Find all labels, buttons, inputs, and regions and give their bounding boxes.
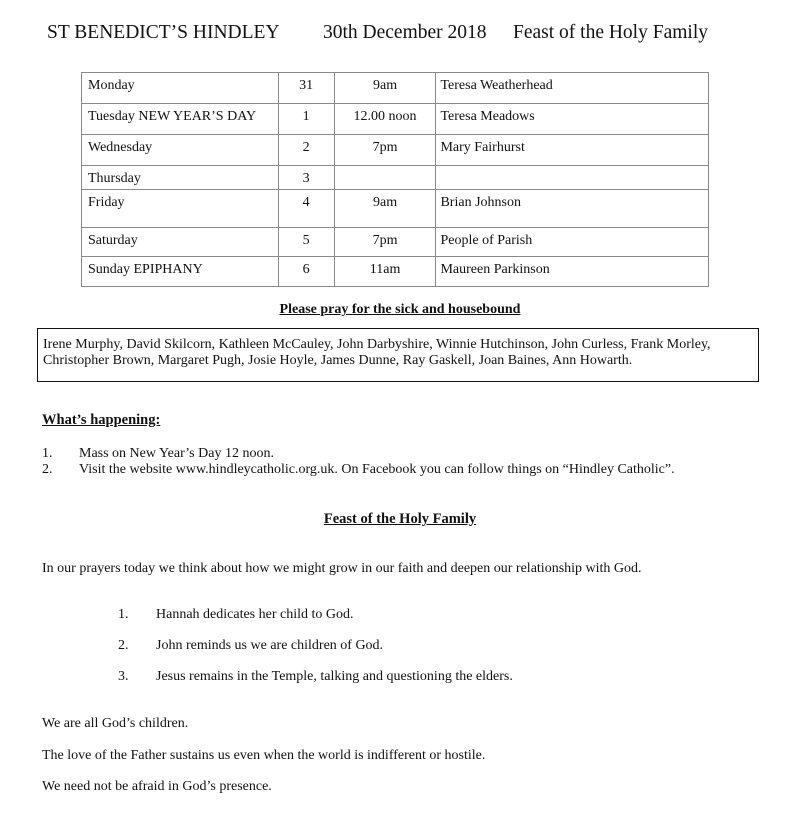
happening-heading: What’s happening: [42,412,161,428]
table-row [82,73,709,104]
date-cell: 5 [278,228,334,257]
date-cell: 3 [278,166,334,190]
feast-heading: Feast of the Holy Family [323,511,477,527]
date-cell: 1 [278,104,334,135]
parish-name: ST BENEDICT’S HINDLEY [47,22,280,43]
mass-schedule-table [81,72,709,287]
time-cell [334,166,436,190]
day-cell: Friday [82,190,279,228]
reading-item [118,638,383,654]
list-number: 1. [42,446,53,461]
reading-text: Jesus remains in the Temple, talking and questioning the elders. [156,669,513,684]
feast-intro: In our prayers today we think about how we might grow in our faith and deepen our relationship with God. [42,561,642,576]
day-cell: Tuesday NEW YEAR’S DAY [82,104,279,135]
date-cell: 2 [278,135,334,166]
day-cell: Thursday [82,166,279,190]
closing-line: The love of the Father sustains us even when the world is indifferent or hostile. [42,748,486,763]
table-row [82,104,709,135]
reading-number: 1. [118,607,129,622]
intention-cell: Maureen Parkinson [436,257,709,287]
day-cell: Saturday [82,228,279,257]
intention-cell: People of Parish [436,228,709,257]
time-cell: 11am [334,257,436,287]
intention-cell: Brian Johnson [436,190,709,228]
reading-item [118,669,513,685]
reading-number: 2. [118,638,129,653]
list-text: Mass on New Year’s Day 12 noon. [79,446,274,461]
table-row [82,166,709,190]
intention-cell [436,166,709,190]
time-cell: 7pm [334,228,436,257]
intention-cell: Teresa Weatherhead [436,73,709,104]
table-row [82,190,709,228]
reading-text: John reminds us we are children of God. [156,638,384,653]
table-row [82,257,709,287]
closing-line: We are all God’s children. [42,716,189,731]
day-cell: Monday [82,73,279,104]
reading-text: Hannah dedicates her child to God. [156,607,354,622]
reading-item [118,607,354,623]
list-number: 2. [42,462,53,477]
intention-cell: Teresa Meadows [436,104,709,135]
table-row [82,228,709,257]
day-cell: Sunday EPIPHANY [82,257,279,287]
time-cell: 7pm [334,135,436,166]
bulletin-header [47,22,747,50]
date-cell: 4 [278,190,334,228]
sick-names-box [37,328,759,382]
sick-heading: Please pray for the sick and housebound [279,302,521,317]
date-cell: 6 [278,257,334,287]
time-cell: 9am [334,190,436,228]
date-cell: 31 [278,73,334,104]
closing-line: We need not be afraid in God’s presence. [42,779,272,794]
list-item [42,446,762,462]
happening-list [42,446,762,478]
reading-number: 3. [118,669,129,684]
feast-title: Feast of the Holy Family [513,22,708,43]
list-text: Visit the website www.hindleycatholic.org.uk. On Facebook you can follow things on “Hindley Catholic”. [79,462,675,477]
intention-cell: Mary Fairhurst [436,135,709,166]
table-row [82,135,709,166]
sick-names: Irene Murphy, David Skilcorn, Kathleen McCauley, John Darbyshire, Winnie Hutchinson, John Curless, Frank Morley, Christopher Brown, Margaret Pugh, Josie Hoyle, James Dunne, Ray Gaskell, Joan Baines, Ann Howarth. [43,337,711,368]
bulletin-date: 30th December 2018 [323,22,487,43]
time-cell: 12.00 noon [334,104,436,135]
time-cell: 9am [334,73,436,104]
day-cell: Wednesday [82,135,279,166]
list-item [42,462,762,478]
